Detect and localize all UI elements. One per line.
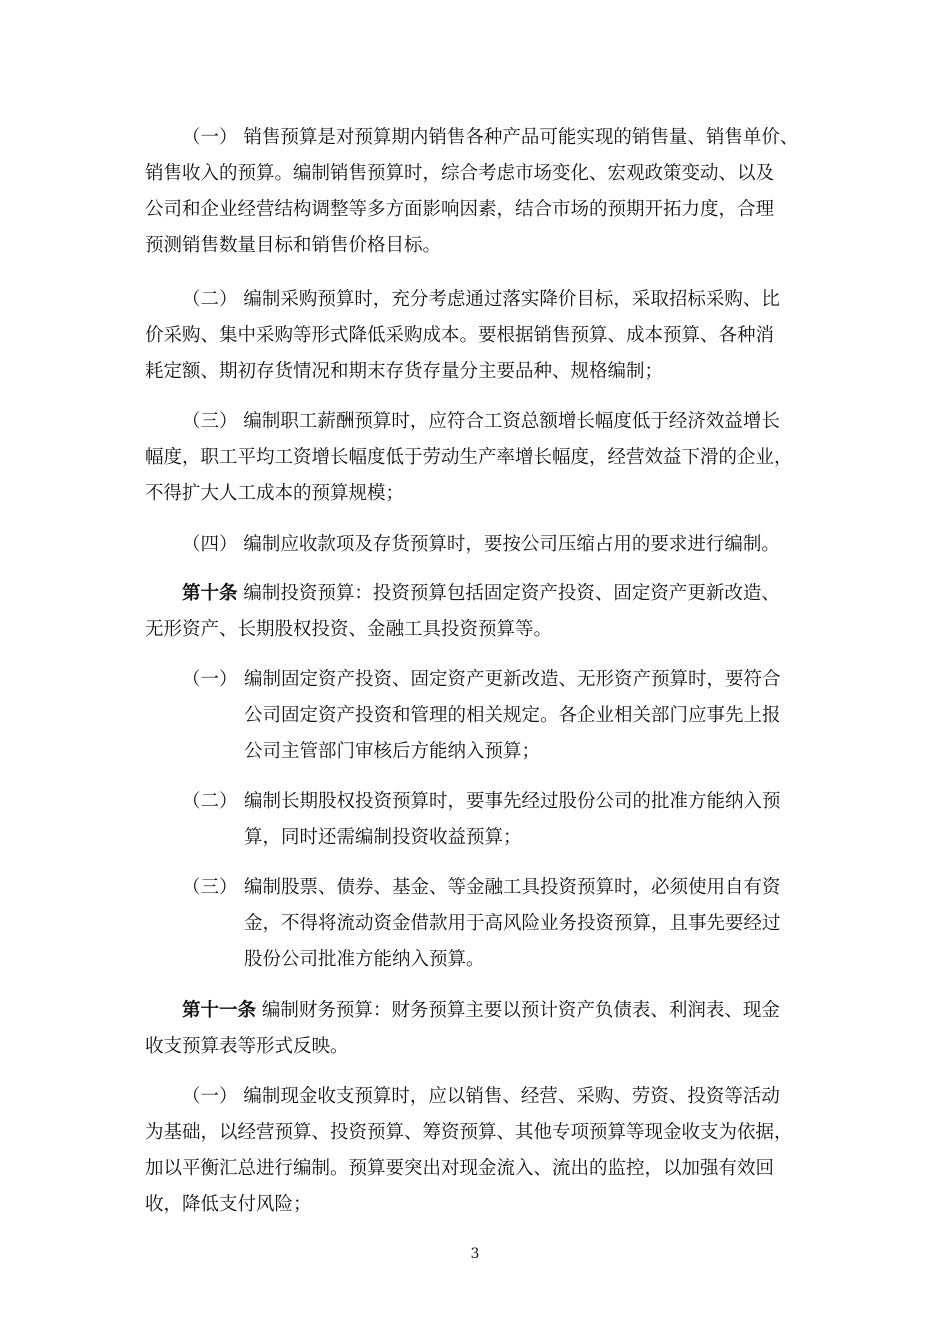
text-line: （一） 销售预算是对预算期内销售各种产品可能实现的销售量、销售单价、 bbox=[182, 127, 799, 148]
text-line: 幅度，职工平均工资增长幅度低于劳动生产率增长幅度，经营效益下滑的企业， bbox=[145, 447, 793, 468]
article-11 bbox=[145, 993, 780, 1065]
text-line: 编制固定资产投资、固定资产更新改造、无形资产预算时，要符合 bbox=[244, 669, 781, 690]
list-index: （三） bbox=[182, 877, 238, 898]
text-line: （二） 编制采购预算时，充分考虑通过落实降价目标，采取招标采购、比 bbox=[182, 289, 780, 310]
text-line: 为基础，以经营预算、投资预算、筹资预算、其他专项预算等现金收支为依据， bbox=[145, 1122, 793, 1143]
text-line: 公司固定资产投资和管理的相关规定。各企业相关部门应事先上报 bbox=[244, 705, 781, 726]
paragraph-receivable-budget bbox=[145, 527, 780, 563]
text-line: 股份公司批准方能纳入预算。 bbox=[244, 949, 485, 970]
paragraph-salary-budget bbox=[145, 404, 793, 512]
list-item bbox=[244, 662, 781, 770]
text-line: （一） 编制现金收支预算时，应以销售、经营、采购、劳资、投资等活动 bbox=[182, 1086, 780, 1107]
text-line: 金，不得将流动资金借款用于高风险业务投资预算，且事先要经过 bbox=[244, 913, 781, 934]
text-line: 算，同时还需编制投资收益预算； bbox=[244, 827, 522, 848]
text-line: 加以平衡汇总进行编制。预算要突出对现金流入、流出的监控，以加强有效回 bbox=[145, 1158, 775, 1179]
paragraph-sales-budget bbox=[145, 120, 798, 264]
article-11-text: 编制财务预算：财务预算主要以预计资产负债表、利润表、现金 bbox=[256, 1000, 780, 1021]
text-line: 公司主管部门审核后方能纳入预算； bbox=[244, 741, 541, 762]
text-line: （四） 编制应收款项及存货预算时，要按公司压缩占用的要求进行编制。 bbox=[182, 534, 780, 555]
list-item bbox=[244, 870, 781, 978]
text-line: 收支预算表等形式反映。 bbox=[145, 1036, 349, 1057]
text-line: 价采购、集中采购等形式降低采购成本。要根据销售预算、成本预算、各种消 bbox=[145, 325, 775, 346]
page-number: 3 bbox=[470, 1246, 480, 1262]
article-11-label: 第十一条 bbox=[182, 1000, 257, 1021]
text-line: 编制长期股权投资预算时，要事先经过股份公司的批准方能纳入预 bbox=[244, 791, 781, 812]
text-line: 无形资产、长期股权投资、金融工具投资预算等。 bbox=[145, 619, 553, 640]
paragraph-cash-budget bbox=[145, 1079, 793, 1223]
text-line: 公司和企业经营结构调整等多方面影响因素，结合市场的预期开拓力度，合理 bbox=[145, 199, 775, 220]
article-10 bbox=[145, 576, 780, 648]
list-index: （一） bbox=[182, 669, 238, 690]
text-line: 编制股票、债券、基金、等金融工具投资预算时，必须使用自有资 bbox=[244, 877, 781, 898]
text-line: 收，降低支付风险； bbox=[145, 1194, 312, 1215]
list-item bbox=[244, 784, 781, 856]
list-index: （二） bbox=[182, 791, 238, 812]
text-line: （三） 编制职工薪酬预算时，应符合工资总额增长幅度低于经济效益增长 bbox=[182, 411, 780, 432]
text-line: 不得扩大人工成本的预算规模； bbox=[145, 483, 405, 504]
article-10-text: 编制投资预算：投资预算包括固定资产投资、固定资产更新改造、 bbox=[237, 583, 780, 604]
paragraph-purchase-budget bbox=[145, 282, 780, 390]
text-line: 预测销售数量目标和销售价格目标。 bbox=[145, 235, 442, 256]
article-10-label: 第十条 bbox=[182, 583, 238, 604]
text-line: 销售收入的预算。编制销售预算时，综合考虑市场变化、宏观政策变动、以及 bbox=[145, 163, 775, 184]
text-line: 耗定额、期初存货情况和期末存货存量分主要品种、规格编制； bbox=[145, 361, 664, 382]
